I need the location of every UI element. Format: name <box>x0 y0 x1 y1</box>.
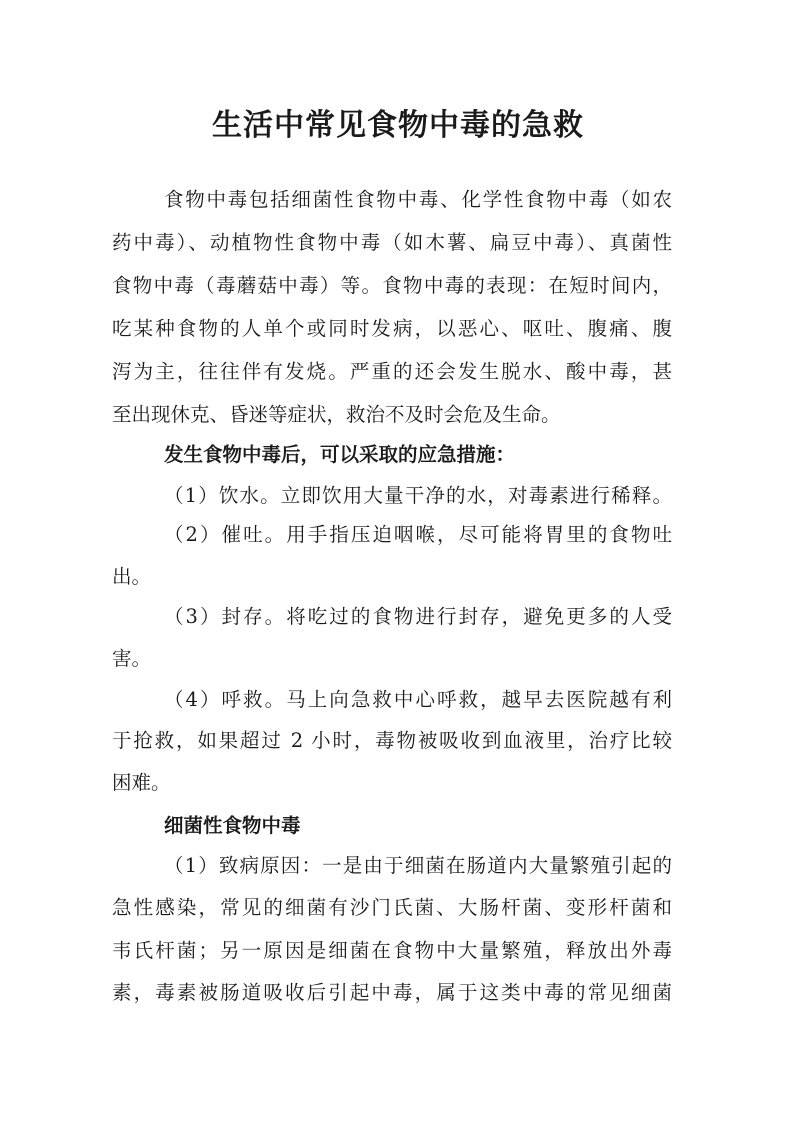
page-title: 生活中常见食物中毒的急救 <box>212 108 584 143</box>
paragraph-line: 至出现休克、昏迷等症状，救治不及时会危及生命。 <box>112 403 561 426</box>
paragraph-line: 于抢救，如果超过 2 小时，毒物被吸收到血液里，治疗比较 <box>112 729 672 752</box>
paragraph-line: 困难。 <box>112 771 171 794</box>
paragraph-line: （4）呼救。马上向急救中心呼救，越早去医院越有利 <box>164 688 672 711</box>
paragraph-line: （1）致病原因：一是由于细菌在肠道内大量繁殖引起的 <box>164 854 672 877</box>
paragraph-line: （1）饮水。立即饮用大量干净的水，对毒素进行稀释。 <box>164 484 672 507</box>
section-heading: 发生食物中毒后，可以采取的应急措施： <box>164 443 516 466</box>
paragraph-line: 食物中毒（毒蘑菇中毒）等。食物中毒的表现：在短时间内， <box>112 274 672 297</box>
paragraph-line: 急性感染，常见的细菌有沙门氏菌、大肠杆菌、变形杆菌和 <box>112 896 672 919</box>
paragraph-line: 泻为主，往往伴有发烧。严重的还会发生脱水、酸中毒，甚 <box>112 360 672 383</box>
paragraph-line: 素，毒素被肠道吸收后引起中毒，属于这类中毒的常见细菌 <box>112 981 672 1004</box>
paragraph-line: 吃某种食物的人单个或同时发病，以恶心、呕吐、腹痛、腹 <box>112 317 672 340</box>
section-heading: 细菌性食物中毒 <box>164 814 301 837</box>
paragraph-line: 药中毒）、动植物性食物中毒（如木薯、扁豆中毒）、真菌性 <box>112 231 672 254</box>
paragraph-line: （3）封存。将吃过的食物进行封存，避免更多的人受 <box>164 605 672 628</box>
paragraph-line: 韦氏杆菌；另一原因是细菌在食物中大量繁殖，释放出外毒 <box>112 939 672 962</box>
paragraph-line: 出。 <box>112 565 152 588</box>
paragraph-line: 害。 <box>112 647 152 670</box>
paragraph-line: （2）催吐。用手指压迫咽喉，尽可能将胃里的食物吐 <box>164 523 672 546</box>
paragraph-line: 食物中毒包括细菌性食物中毒、化学性食物中毒（如农 <box>164 188 672 211</box>
